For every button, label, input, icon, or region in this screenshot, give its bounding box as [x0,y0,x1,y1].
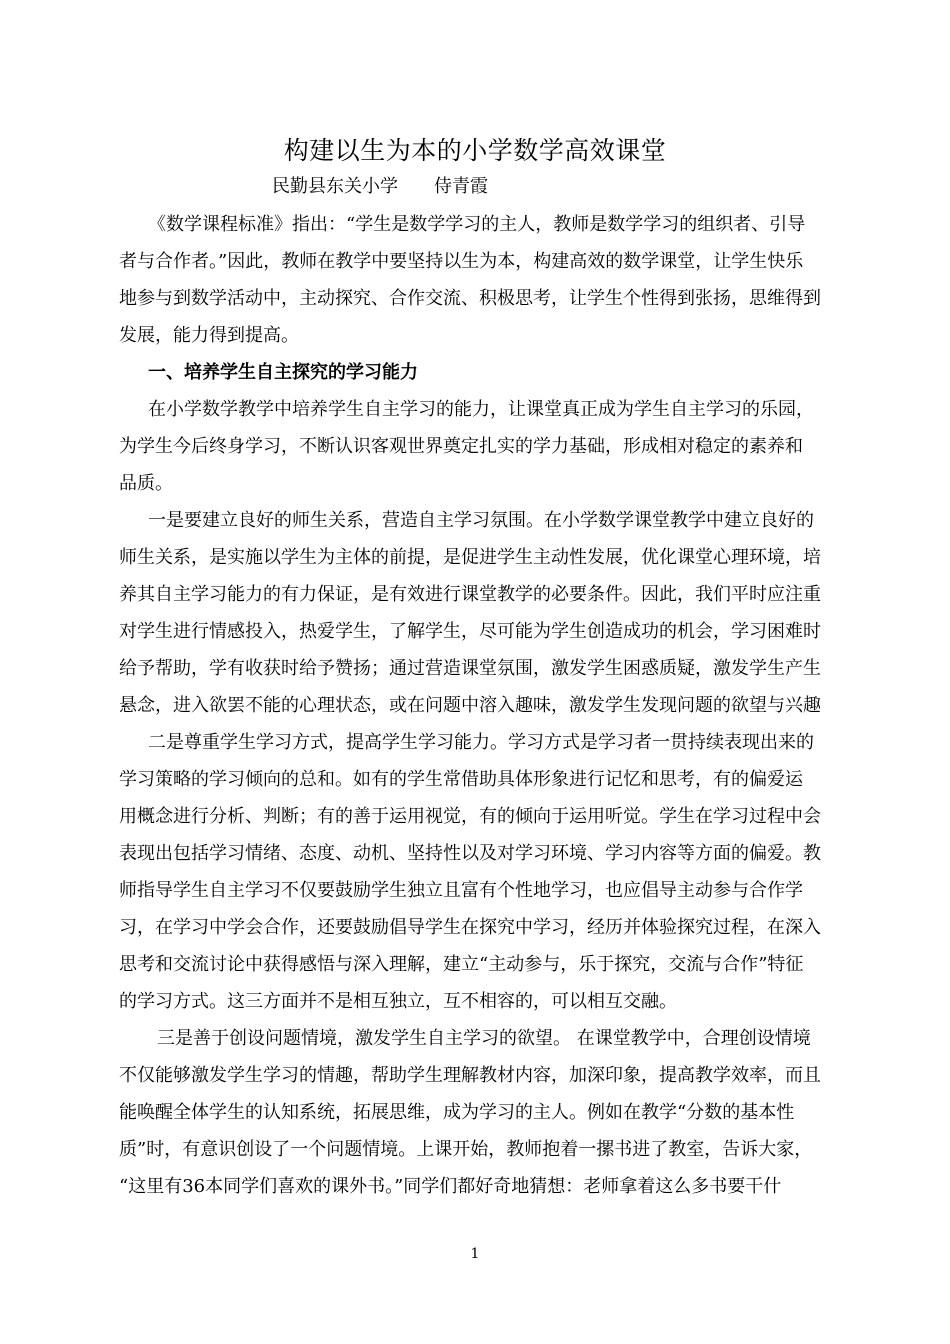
body-line: 给予帮助，学有收获时给予赞扬；通过营造课堂氛围，激发学生困惑质疑，激发学生产生 [119,658,821,679]
body-line: 思考和交流讨论中获得感悟与深入理解，建立“主动参与，乐于探究，交流与合作”特征 [119,954,804,975]
body-line: 养其自主学习能力的有力保证，是有效进行课堂教学的必要条件。因此，我们平时应注重 [119,584,821,605]
body-line: 的学习方式。这三方面并不是相互独立，互不相容的，可以相互交融。 [119,991,677,1012]
body-line: 地参与到数学活动中，主动探究、合作交流、积极思考，让学生个性得到张扬，思维得到 [119,288,821,309]
body-line: 能唤醒全体学生的认知系统，拓展思维，成为学习的主人。例如在教学“分数的基本性 [119,1102,795,1123]
body-line: 表现出包括学习情绪、态度、动机、坚持性以及对学习环境、学习内容等方面的偏爱。教 [119,843,821,864]
body-line: 《数学课程标准》指出：“学生是数学学习的主人，教师是数学学习的组织者、引导 [148,214,806,235]
body-line: 质”时，有意识创设了一个问题情境。上课开始，教师抱着一摞书进了教室，告诉大家， [119,1139,813,1160]
body-line: 发展，能力得到提高。 [119,325,299,346]
body-line: “这里有36本同学们喜欢的课外书。”同学们都好奇地猜想：老师拿着这么多书要干什 [119,1176,782,1197]
page-number: 1 [470,1246,480,1262]
body-line: 品质。 [119,473,173,494]
body-line: 用概念进行分析、判断；有的善于运用视觉，有的倾向于运用听觉。学生在学习过程中会 [119,806,821,827]
byline [272,174,488,200]
body-line: 一是要建立良好的师生关系，营造自主学习氛围。在小学数学课堂教学中建立良好的 [148,510,814,531]
section-heading: 一、培养学生自主探究的学习能力 [148,362,418,383]
document-title: 构建以生为本的小学数学高效课堂 [283,136,667,165]
body-line: 三是善于创设问题情境，激发学生自主学习的欲望。 在课堂教学中，合理创设情境 [157,1028,811,1049]
body-line: 师生关系，是实施以学生为主体的前提，是促进学生主动性发展，优化课堂心理环境，培 [119,547,821,568]
school-name: 民勤县东关小学 [272,176,398,197]
body-line: 者与合作者。”因此，教师在教学中要坚持以生为本，构建高效的数学课堂，让学生快乐 [119,251,804,272]
body-line: 为学生今后终身学习，不断认识客观世界奠定扎实的学力基础，形成相对稳定的素养和 [119,436,803,457]
body-line: 对学生进行情感投入，热爱学生，了解学生，尽可能为学生创造成功的机会，学习困难时 [119,621,821,642]
body-line: 不仅能够激发学生学习的情趣，帮助学生理解教材内容，加深印象，提高教学效率，而且 [119,1065,821,1086]
body-line: 在小学数学教学中培养学生自主学习的能力，让课堂真正成为学生自主学习的乐园， [148,399,814,420]
body-line: 二是尊重学生学习方式，提高学生学习能力。学习方式是学习者一贯持续表现出来的 [148,732,814,753]
author-name: 侍青霞 [434,176,488,197]
body-line: 悬念，进入欲罢不能的心理状态，或在问题中溶入趣味，激发学生发现问题的欲望与兴趣 [119,695,821,716]
document-body [119,206,841,1205]
body-line: 习，在学习中学会合作，还要鼓励倡导学生在探究中学习，经历并体验探究过程，在深入 [119,917,821,938]
body-line: 学习策略的学习倾向的总和。如有的学生常借助具体形象进行记忆和思考，有的偏爱运 [119,769,803,790]
body-line: 师指导学生自主学习不仅要鼓励学生独立且富有个性地学习，也应倡导主动参与合作学 [119,880,803,901]
